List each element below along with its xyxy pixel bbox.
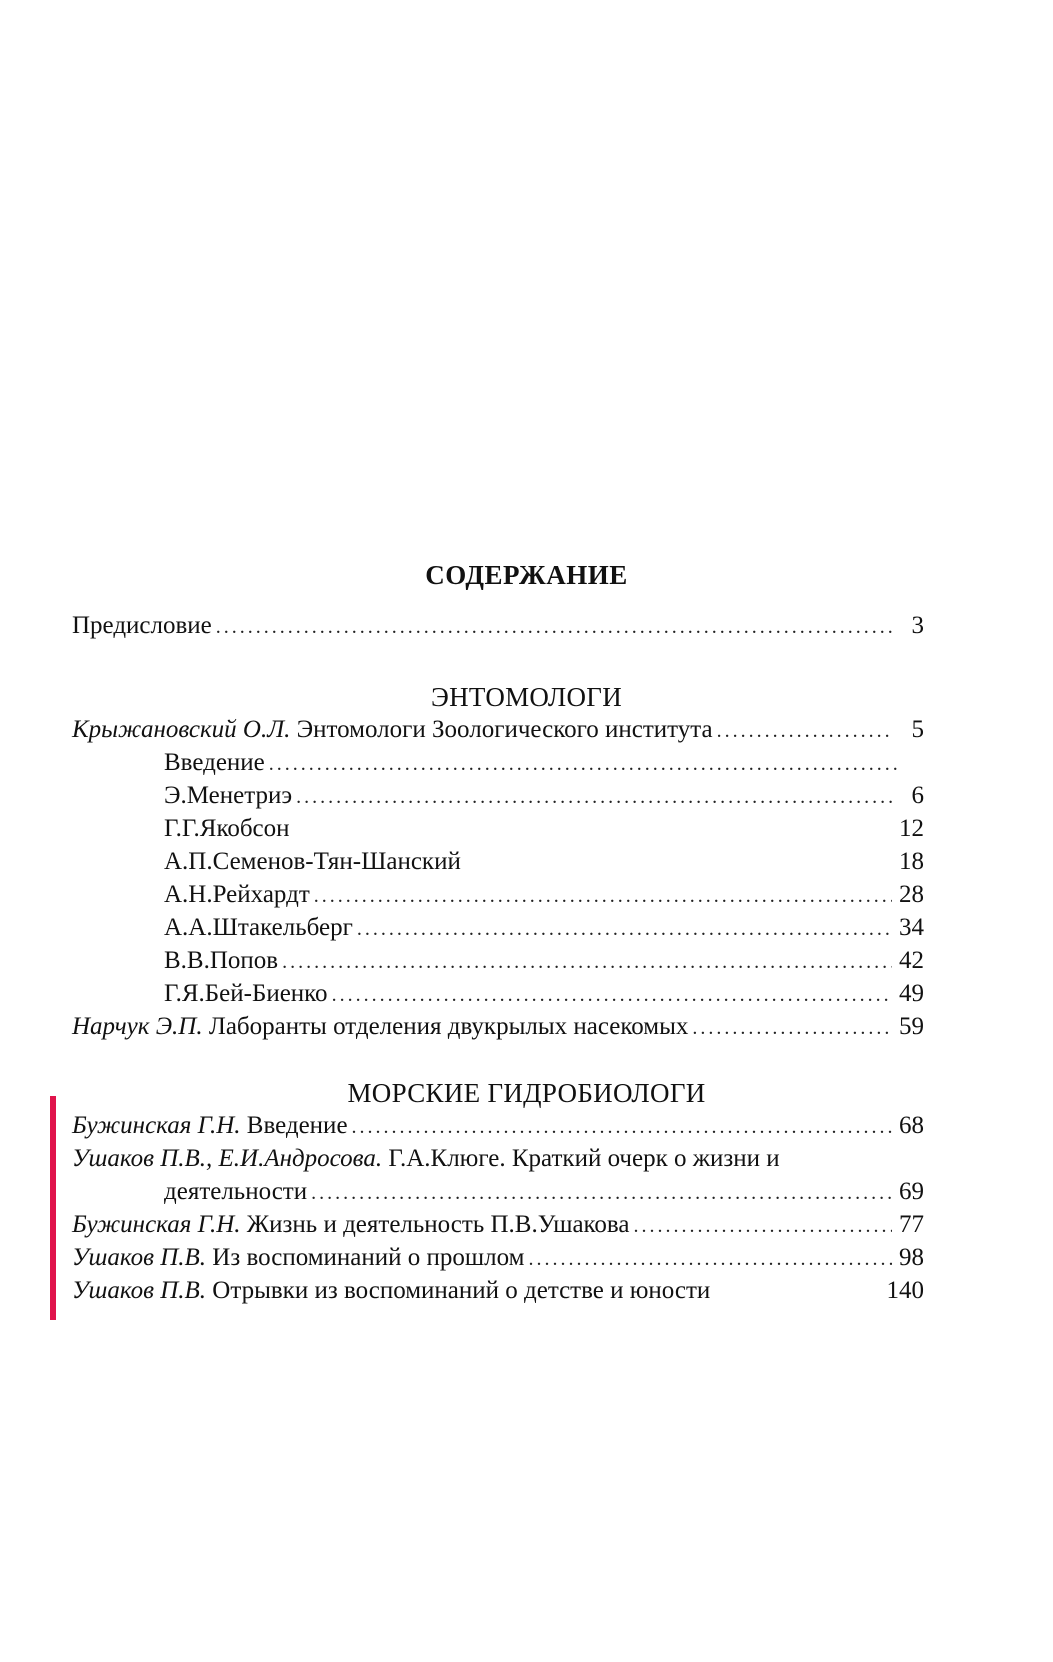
- toc-entry-title: А.А.Штакельберг: [164, 914, 353, 941]
- toc-entry-title: Отрывки из воспоминаний о детстве и юности: [212, 1277, 711, 1304]
- toc-entry-title: Введение: [246, 1112, 348, 1139]
- toc-page-number: 3: [911, 612, 924, 639]
- toc-entry-author: Ушаков П.В.: [72, 1244, 207, 1271]
- toc-entry-title: Г.А.Клюге. Краткий очерк о жизни и: [388, 1145, 780, 1172]
- toc-subentry[interactable]: [164, 749, 904, 783]
- dot-leader: [282, 951, 892, 974]
- dot-leader: [352, 1116, 892, 1139]
- toc-entry-title: Введение: [164, 749, 265, 776]
- toc-entry-title: Из воспоминаний о прошлом: [212, 1244, 525, 1271]
- toc-entry[interactable]: [72, 1244, 924, 1278]
- dot-leader: [529, 1248, 893, 1271]
- toc-entry-title: Энтомологи Зоологического института: [296, 716, 713, 743]
- toc-page-number: 49: [899, 980, 924, 1007]
- dot-leader: [357, 918, 892, 941]
- toc-page-number: 68: [899, 1112, 924, 1139]
- toc-subentry[interactable]: [164, 914, 924, 948]
- toc-entry-title: Г.Я.Бей-Биенко: [164, 980, 328, 1007]
- toc-entry-continuation[interactable]: [164, 1178, 924, 1212]
- toc-page-number: 140: [886, 1277, 924, 1304]
- toc-entry-title: В.В.Попов: [164, 947, 279, 974]
- dot-leader: [216, 616, 892, 639]
- margin-highlight-bar: [50, 1096, 56, 1320]
- toc-entry-preface[interactable]: [72, 612, 924, 646]
- toc-entry-author: Нарчук Э.П.: [72, 1013, 203, 1040]
- toc-entry-title: Г.Г.Якобсон: [164, 815, 290, 842]
- toc-page-number: 5: [911, 716, 924, 743]
- toc-entry[interactable]: [72, 1211, 924, 1245]
- dot-leader: [634, 1215, 893, 1238]
- page-title: СОДЕРЖАНИЕ: [425, 560, 628, 590]
- toc-page-number: 34: [899, 914, 924, 941]
- toc-entry-author: Ушаков П.В., Е.И.Андросова.: [72, 1145, 383, 1172]
- toc-entry-author: Крыжановский О.Л.: [72, 716, 291, 743]
- dot-leader: [314, 885, 892, 908]
- toc-entry-title: А.П.Семенов-Тян-Шанский: [164, 848, 461, 875]
- toc-page-number: 69: [899, 1178, 924, 1205]
- toc-entry[interactable]: [72, 716, 924, 750]
- toc-entry-title: деятельности: [164, 1178, 308, 1205]
- dot-leader: [269, 753, 900, 776]
- dot-leader: [717, 720, 892, 743]
- toc-page-number: 59: [899, 1013, 924, 1040]
- toc-entry-title: Лаборанты отделения двукрылых насекомых: [208, 1013, 689, 1040]
- toc-entry[interactable]: [72, 1277, 924, 1311]
- toc-entry-title: А.Н.Рейхардт: [164, 881, 310, 908]
- toc-entry-author: Бужинская Г.Н.: [72, 1211, 241, 1238]
- toc-subentry[interactable]: [164, 848, 924, 882]
- toc-page-number: 28: [899, 881, 924, 908]
- toc-entry[interactable]: [72, 1013, 924, 1047]
- toc-page-number: 42: [899, 947, 924, 974]
- section-heading-entomologists: ЭНТОМОЛОГИ: [430, 682, 623, 712]
- toc-subentry[interactable]: [164, 980, 924, 1014]
- toc-entry[interactable]: [72, 1112, 924, 1146]
- toc-entry-title: Э.Менетриэ: [164, 782, 293, 809]
- toc-subentry[interactable]: [164, 947, 924, 981]
- toc-entry-title: Предисловие: [72, 612, 212, 639]
- toc-page-number: 18: [899, 848, 924, 875]
- toc-subentry[interactable]: [164, 782, 924, 816]
- toc-subentry[interactable]: [164, 815, 924, 849]
- section-heading-marine-hydrobiologists: МОРСКИЕ ГИДРОБИОЛОГИ: [347, 1078, 706, 1108]
- toc-page-number: 6: [911, 782, 924, 809]
- toc-page-number: 12: [899, 815, 924, 842]
- toc-page-number: 77: [899, 1211, 924, 1238]
- dot-leader: [332, 984, 892, 1007]
- toc-page-number: 98: [899, 1244, 924, 1271]
- toc-entry-author: Бужинская Г.Н.: [72, 1112, 241, 1139]
- toc-entry-author: Ушаков П.В.: [72, 1277, 207, 1304]
- dot-leader: [296, 786, 892, 809]
- toc-entry[interactable]: [72, 1145, 924, 1179]
- dot-leader: [692, 1017, 892, 1040]
- toc-entry-title: Жизнь и деятельность П.В.Ушакова: [246, 1211, 630, 1238]
- dot-leader: [311, 1182, 892, 1205]
- toc-subentry[interactable]: [164, 881, 924, 915]
